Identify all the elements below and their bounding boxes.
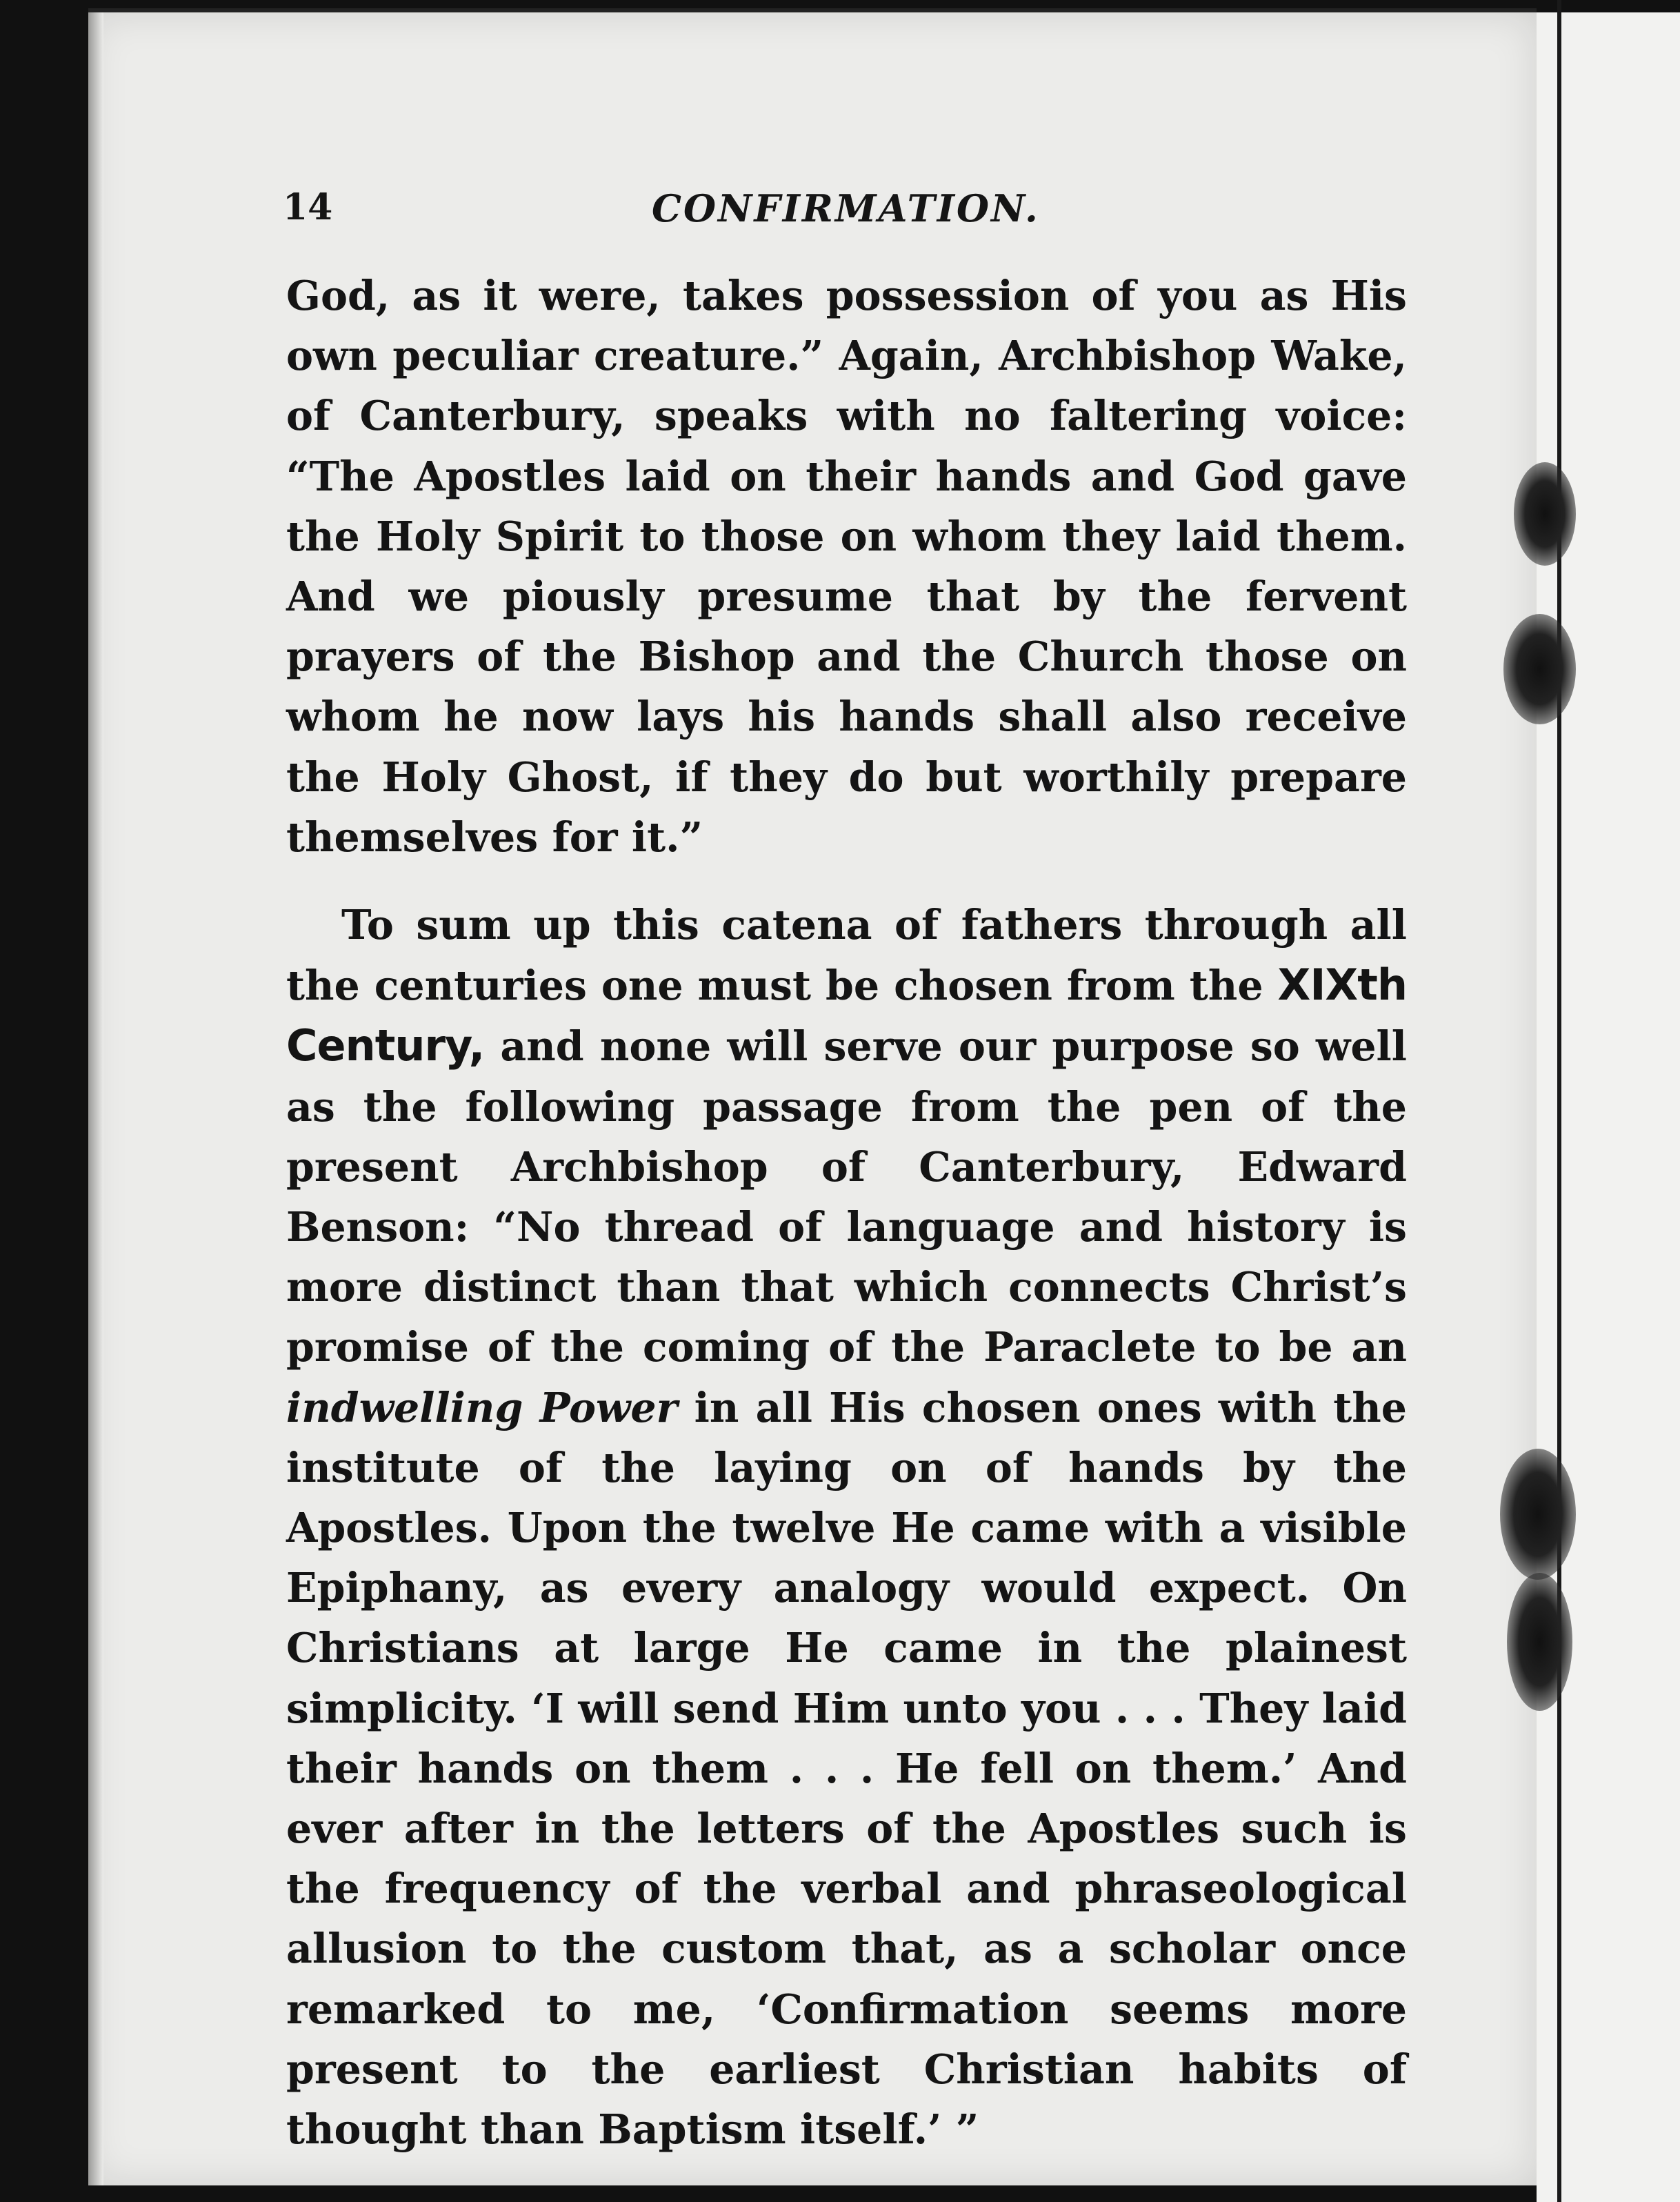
- bold-text-run: XIXth Century,: [286, 960, 1407, 1071]
- text-run: in all His chosen ones with the institute of the laying on of hands by the Apostles. Upon the twelve He came with a visible Epiphany, as every analogy would expect. On Christians at large He came in the plainest simplicity. ‘I will send Him unto you . . . They laid their hands on them . . . He fell on them.’ And ever after in the letters of the Apostles such is the frequency of the verbal and phraseological allusion to the custom that, as a scholar once remarked to me, ‘Confirmation seems more present to the earliest Christian habits of thought than Baptism itself.’ ”: [286, 1383, 1407, 2154]
- ink-blot: [1500, 1449, 1576, 1580]
- running-head: CONFIRMATION.: [652, 186, 1040, 230]
- body-text: [286, 266, 1407, 2159]
- ink-blot: [1514, 462, 1576, 566]
- paragraph: God, as it were, takes possession of you as His own peculiar creature.” Again, Archbishop Wake, of Canterbury, speaks with no faltering voice: “The Apostles laid on their hands and God gave the Holy Spirit to those on whom they laid them. And we piously presume that by the fervent prayers of the Bishop and the Church those on whom he now lays his hands shall also receive the Holy Ghost, if they do but worthily prepare themselves for it.”: [286, 272, 1407, 861]
- ink-blot: [1503, 614, 1576, 724]
- text-run: and none will serve our purpose so well as the following passage from the pen of the present Archbishop of Canterbury, Edward Benson: “No thread of language and history is more distinct than that which connects Christ’s promise of the coming of the Paraclete to be an: [286, 1022, 1407, 1371]
- page-number: 14: [283, 186, 333, 228]
- text-run: To sum up this catena of fathers through all the centuries one must be chosen from the: [286, 901, 1407, 1010]
- page-header: [283, 186, 1421, 241]
- paragraph: [286, 895, 1407, 2159]
- binding-line: [1557, 0, 1561, 2202]
- ink-blot: [1507, 1573, 1572, 1711]
- page-edge-shadow: [88, 12, 103, 2185]
- italic-text-run: indwelling Power: [286, 1383, 678, 1431]
